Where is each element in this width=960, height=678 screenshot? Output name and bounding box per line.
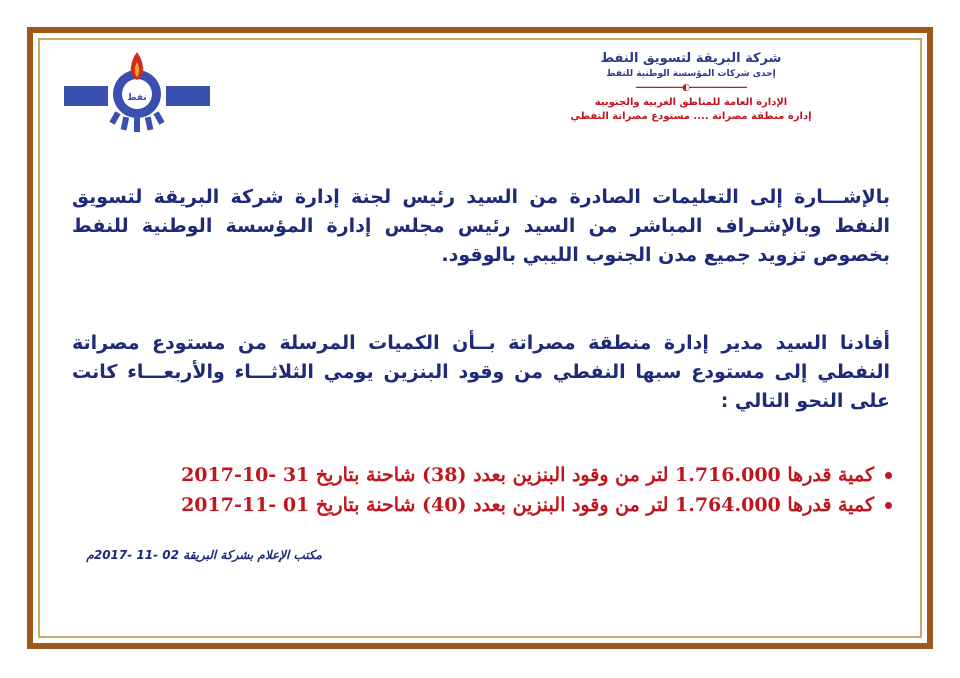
intro-paragraph: بالإشـــارة إلى التعليمات الصادرة من السيد رئيس لجنة إدارة شركة البريقة لتسويق النفط وبالإشـراف المباشر من السيد رئيس مجلس إدارة المؤسسة الوطنية للنفط بخصوص تزويد جميع مدن الجنوب الليبي بالوقود. xyxy=(72,186,890,266)
letterhead xyxy=(526,50,856,124)
press-office-signature: مكتب الإعلام بشركة البريقة 02 -11 -2017م xyxy=(86,548,322,562)
area-depot-name: إدارة منطقة مصراتة .... مستودع مصراتة النفطي xyxy=(570,111,812,122)
bullet-icon xyxy=(885,472,892,479)
shipment-list xyxy=(80,460,892,520)
company-logo xyxy=(64,50,210,140)
company-name: شركة البريقة لتسويق النفط xyxy=(600,51,782,66)
logo-left-bar xyxy=(64,86,108,106)
flame-icon xyxy=(131,52,144,80)
logo-text: نفط xyxy=(127,93,147,103)
bullet-icon xyxy=(885,502,892,509)
company-subtitle: إحدى شركات المؤسسة الوطنية للنفط xyxy=(606,69,776,79)
shipment-text: كمية قدرها 1.764.000 لتر من وقود البنزين بعدد (40) شاحنة بتاريخ 01 -11-2017 xyxy=(181,494,874,516)
header-separator: ---------------------◐----------------- xyxy=(635,83,747,93)
shipment-text: كمية قدرها 1.716.000 لتر من وقود البنزين بعدد (38) شاحنة بتاريخ 31 -10-2017 xyxy=(181,464,874,486)
administration-name: الإدارة العامة للمناطق الغربية والجنوبية xyxy=(594,97,788,108)
list-item xyxy=(80,460,892,490)
list-item xyxy=(80,490,892,520)
report-paragraph: أفادنا السيد مدير إدارة منطقة مصراتة بــأن الكميات المرسلة من مستودع مصراتة النفطي إلى مستودع سبها النفطي من وقود البنزين يومي الثلاثـــاء والأربعـــاء كانت على النحو التالي : xyxy=(72,332,890,412)
logo-right-bar xyxy=(166,86,210,106)
